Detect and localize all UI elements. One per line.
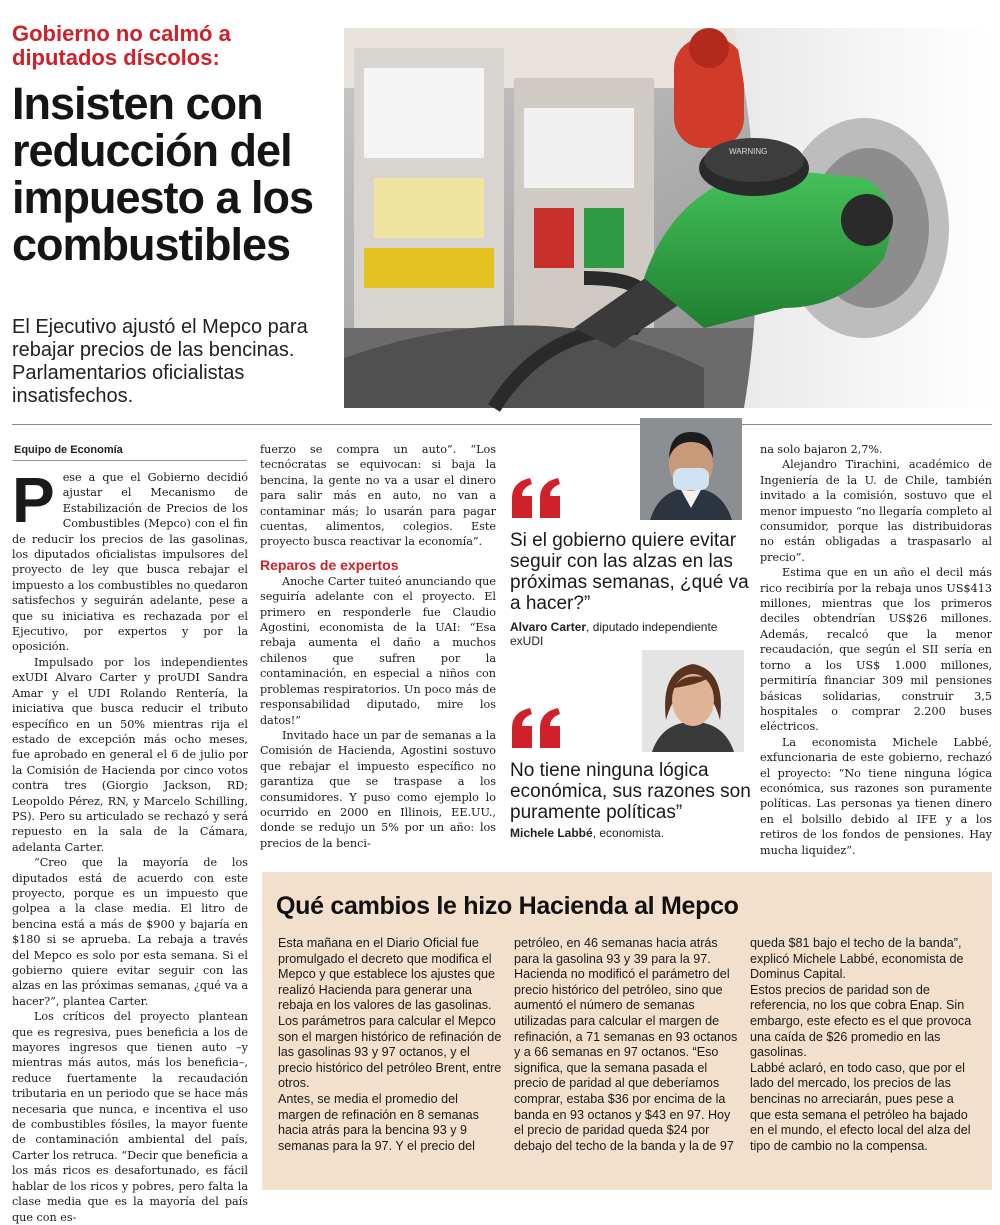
section-subhead: Reparos de expertos: [260, 556, 399, 573]
quote-author-role: , economista.: [592, 826, 665, 840]
byline-divider: [12, 460, 247, 461]
sidebar-paragraph: Estos precios de paridad son de referencia, no los que cobra Enap. Sin embargo, este efecto es el que provoca una caída de $26 promedio en las gasolinas.: [750, 982, 972, 1060]
sidebar-column-1: [278, 936, 504, 1154]
body-column-2: [260, 442, 496, 860]
sidebar-paragraph: Esta mañana en el Diario Oficial fue promulgado el decreto que modifica el Mepco y que establece los ajustes que realizó Hacienda para generar una rebaja en los valores de las gasolinas.: [278, 936, 496, 1013]
sidebar-title: Qué cambios le hizo Hacienda al Mepco: [276, 892, 739, 920]
body-paragraph: Los críticos del proyecto plantean que es regresiva, pues beneficia a los de mayores ingresos que tienen auto –y mientras más autos, más los beneficia–, reduce fuertamente la recaudación tributaria en un periodo que se hace más necesaria que nunca, e incentiva el uso de combustibles fósiles, la mayor fuente de contaminación ambiental del país, Carter los retruca. “Decir que beneficia a los más ricos es desafortunado, es fácil hablar de los ricos y pobres, pero falta la clase media que es la mayoría del país que con es-: [12, 1010, 248, 1224]
body-paragraph: “Creo que la mayoría de los diputados está de acuerdo con este proyecto, porque es un impuesto que golpea a la clase media. El litro de bencina está a más de $900 y bajaría en $180 si se aprueba. La rebaja a través del Mepco es solo por esta semana. Si el gobierno quiere evitar seguir con las alzas en las próximas semanas, ¿qué va a hacer?”, plantea Carter.: [12, 856, 248, 1008]
quote-mark-icon: [510, 478, 562, 518]
pull-quote-text: Si el gobierno quiere evitar seguir con las alzas en las próximas semanas, ¿qué va a hacer?”: [510, 530, 749, 614]
sidebar-paragraph: Antes, se media el promedio del margen de refinación en 8 semanas hacia atrás para la bencina 93 y 9 semanas para la 97. Y el precio del: [278, 1091, 479, 1153]
sidebar-paragraph: Hacienda no modificó el parámetro del precio histórico del petróleo, sino que aumentó el número de semanas utilizadas para calcular el margen de refinación, a 71 semanas en 93 octanos y a 66 semanas en 97 octanos. “Eso significa, que la semana pasada el precio de paridad al que deberíamos comprar, estaba $36 por encima de la banda en 93 octanos y $43 en 97. Hoy el precio de paridad queda $24 por debajo del techo de la banda y la de 97: [514, 967, 738, 1153]
sidebar-column-3: [750, 936, 976, 1154]
nozzle-cap-label: WARNING: [729, 147, 768, 156]
quote-author: Alvaro Carter: [510, 620, 587, 634]
body-paragraph: Alejandro Tirachini, académico de Ingeniería de la U. de Chile, también invitado a la comisión, sostuvo que el menor impuesto “no llegaría completo al consumidor, porque las distribuidoras no están obligadas a traspasarlo al precio”.: [760, 458, 992, 564]
pull-quote-attribution: [510, 826, 754, 840]
body-paragraph: Estima que en un año el decil más rico recibiría por la rebaja unos US$413 millones, mientras que los primeros deciles obtendrían US$26 millones. Además, recalcó que la menor recaudación, que según el SII sería en torno a los US$ 1.000 millones, permitiría financiar 309 mil pensiones básicas solidarias, construir 3,5 hospitales o comprar 2.200 buses eléctricos.: [760, 566, 992, 734]
quote-mark-icon: [510, 708, 562, 748]
body-column-1: [12, 464, 248, 1224]
body-paragraph: ese a que el Gobierno decidió ajustar el Mecanismo de Estabilización de Precios de los Combustibles (Mepco) con el fin de reducir los precios de las gasolinas, los diputados oficialistas impulsores del proyecto de ley que busca rebajar el impuesto a los combustibles no quedaron satisfechos y seguirán adelante, pese a que su iniciativa es rechazada por el Ejecutivo, por expertos y por la oposición.: [12, 471, 248, 654]
dropcap: P: [12, 464, 55, 536]
header-divider: [12, 424, 992, 425]
sidebar-box: [262, 872, 992, 1190]
sidebar-column-2: [514, 936, 740, 1154]
article-deck: El Ejecutivo ajustó el Mepco para rebajar precios de las bencinas. Parlamentarios oficialistas insatisfechos.: [12, 316, 308, 407]
body-paragraph: La economista Michele Labbé, exfuncionaria de este gobierno, rechazó el proyecto: “No tiene ninguna lógica económica, sus razones son puramente políticas. Las personas ya tienen dinero en el bolsillo debido al IFE y a los retiros de los fondos de pensiones. Hay mucha liquidez”.: [760, 735, 992, 857]
body-paragraph: Impulsado por los independientes exUDI Alvaro Carter y proUDI Sandra Amar y el UDI Rolando Rentería, la iniciativa que busca reducir el tributo específico en un 50% mientras rija el estado de excepción más ocho meses, fue aprobado en general el 6 de julio por la Comisión de Hacienda por cinco votos contra tres (Giorgio Jackson, RD; Leopoldo Pérez, RN, y Marcelo Schilling, PS). Pero su articulado se rechazó y será repuesto en la sala de la Cámara, adelanta Carter.: [12, 655, 248, 854]
pull-quote-text: No tiene ninguna lógica económica, sus razones son puramente políticas”: [510, 760, 751, 823]
body-paragraph: Anoche Carter tuiteó anunciando que seguiría adelante con el proyecto. El primero en responderle fue Claudio Agostini, economista de la UAI: “Esa rebaja aumenta el daño a muchos chilenos que sufren por la contaminación, en especial a niños con problemas respiratorios. Un poco más de responsabilidad diputado, mire los datos!”: [260, 574, 496, 727]
fuel-nozzle-photo: [344, 28, 992, 408]
sidebar-paragraph: queda $81 bajo el techo de la banda”, explicó Michele Labbé, economista de Dominus Capital.: [750, 936, 964, 982]
sidebar-paragraph: Labbé aclaró, en todo caso, que por el lado del mercado, los precios de las bencinas no arreciarán, pues pese a que esta semana el petróleo ha bajado en el mundo, el efecto local del alza del tipo de cambio no la compensa.: [750, 1060, 971, 1153]
sidebar-paragraph: Los parámetros para calcular el Mepco son el margen histórico de refinación de las gasolinas 93 y 97 octanos, y el precio histórico del petróleo Brent, entre otros.: [278, 1013, 502, 1091]
body-paragraph: Invitado hace un par de semanas a la Comisión de Hacienda, Agostini sostuvo que rebajar el impuesto específico no garantiza que se traspase a los consumidores. Y puso como ejemplo lo ocurrido en 2000 en Illinois, EE.UU., donde se redujo un 5% por un año: los precios de la benci-: [260, 728, 496, 850]
body-paragraph: fuerzo se compra un auto”. “Los tecnócratas se equivocan: si baja la bencina, la gente no va a usar el dinero para salir más en auto, no van a contaminar más; lo usarán para pagar cuentas, alimentos, colegios. Este proyecto busca reactivar la economía”.: [260, 443, 496, 549]
article-kicker: Gobierno no calmó a diputados díscolos:: [12, 21, 231, 70]
byline: Equipo de Economía: [14, 444, 123, 456]
quote-author: Michele Labbé: [510, 826, 593, 840]
article-headline: Insisten con reducción del impuesto a los combustibles: [12, 78, 314, 270]
pull-quote-attribution: [510, 620, 754, 648]
body-paragraph: na solo bajaron 2,7%.: [760, 443, 883, 456]
sidebar-paragraph: petróleo, en 46 semanas hacia atrás para la gasolina 93 y 39 para la 97.: [514, 936, 718, 966]
body-column-4: [760, 442, 992, 860]
pull-quote-1: [510, 478, 754, 668]
quote-author-role: , diputado independiente exUDI: [510, 620, 718, 648]
pull-quote-2: [510, 708, 754, 848]
